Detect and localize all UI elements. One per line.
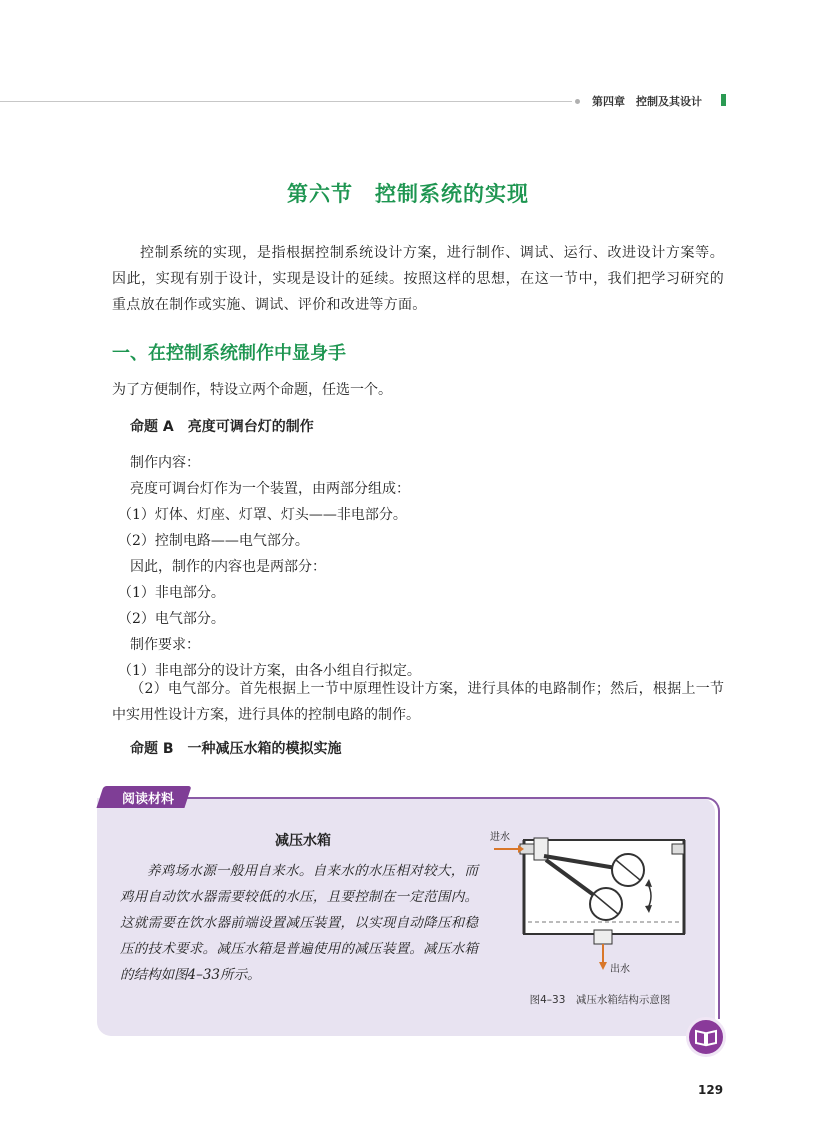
page-number: 129 bbox=[698, 1083, 724, 1097]
header-dot bbox=[575, 99, 580, 104]
chapter-header: 第四章 控制及其设计 bbox=[592, 95, 702, 108]
topic-a-desc: 亮度可调台灯作为一个装置，由两部分组成： bbox=[130, 481, 410, 497]
requirement-2: （2）电气部分。首先根据上一节中原理性设计方案，进行具体的电路制作；然后，根据上一节中实用性设计方案，进行具体的控制电路的制作。 bbox=[112, 681, 724, 723]
header-marker bbox=[721, 94, 726, 106]
section-title: 第六节 控制系统的实现 bbox=[287, 182, 529, 206]
reading-title: 减压水箱 bbox=[275, 833, 331, 849]
tank-diagram bbox=[488, 826, 698, 986]
subsection-title: 一、在控制系统制作中显身手 bbox=[112, 343, 346, 364]
header-rule bbox=[0, 101, 572, 102]
reading-text: 养鸡场水源一般用自来水。自来水的水压相对较大，而鸡用自动饮水器需要较低的水压，且要控制在一定范围内。这就需要在饮水器前端设置减压装置，以实现自动降压和稳压的技术要求。减压水箱是普遍使用的减压装置。减压水箱的结构如图4–33所示。 bbox=[120, 863, 478, 983]
lead-text: 为了方便制作，特设立两个命题，任选一个。 bbox=[112, 382, 392, 398]
topic-b-title: 命题 B 一种减压水箱的模拟实施 bbox=[130, 741, 342, 757]
inlet-label: 进水 bbox=[490, 832, 510, 843]
content-label: 制作内容： bbox=[130, 455, 200, 471]
therefore-text: 因此，制作的内容也是两部分： bbox=[130, 559, 326, 575]
reading-tab-label: 阅读材料 bbox=[121, 792, 174, 807]
topic-a-title: 命题 A 亮度可调台灯的制作 bbox=[130, 419, 314, 435]
intro-paragraph: 控制系统的实现，是指根据控制系统设计方案，进行制作、调试、运行、改进设计方案等。因此，实现有别于设计，实现是设计的延续。按照这样的思想，在这一节中，我们把学习研究的重点放在制作或实施、调试、评价和改进等方面。 bbox=[112, 245, 724, 313]
requirement-1: （1）非电部分的设计方案，由各小组自行拟定。 bbox=[118, 663, 421, 679]
item-1: （1）非电部分。 bbox=[118, 585, 225, 601]
item-2: （2）电气部分。 bbox=[118, 611, 225, 627]
part-1: （1）灯体、灯座、灯罩、灯头——非电部分。 bbox=[118, 507, 407, 523]
part-2: （2）控制电路——电气部分。 bbox=[118, 533, 309, 549]
figure-caption: 图4–33 减压水箱结构示意图 bbox=[529, 994, 671, 1006]
requirements-label: 制作要求： bbox=[130, 637, 200, 653]
outlet-label: 出水 bbox=[610, 964, 630, 975]
book-icon bbox=[686, 1017, 726, 1057]
